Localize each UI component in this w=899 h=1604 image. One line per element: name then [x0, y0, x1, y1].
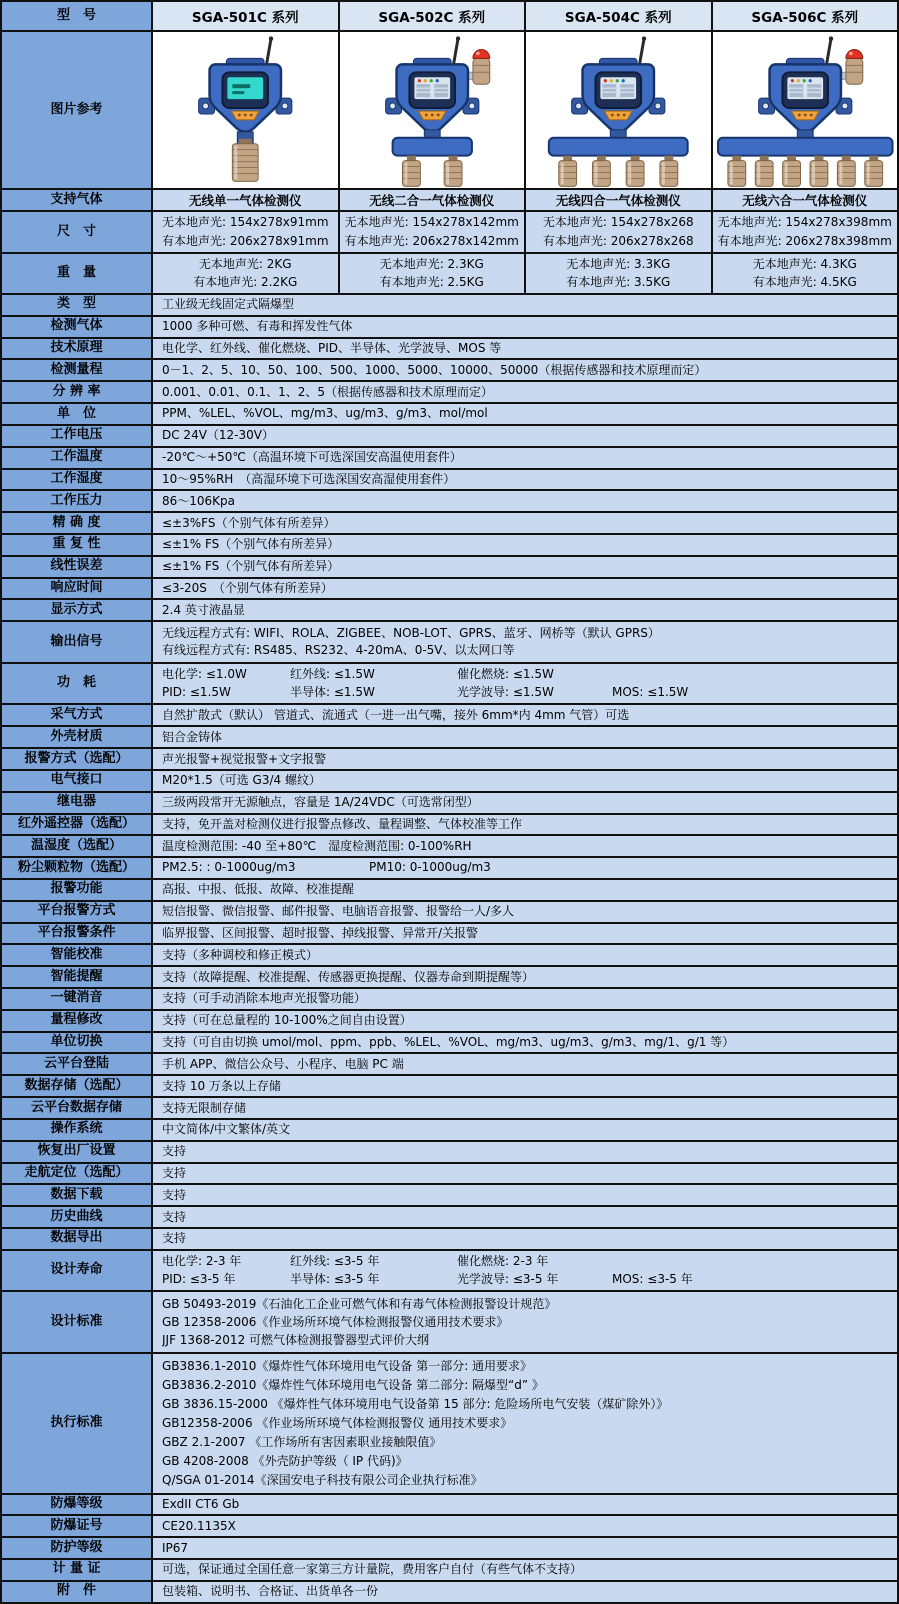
spec-row-label: 单位切换: [2, 1033, 153, 1053]
spec-row-value: [153, 622, 897, 662]
spec-value-line: 0－1、2、5、10、50、100、500、1000、5000、10000、50000（根据传感器和技术原理而定）: [162, 362, 707, 377]
spec-row-value: [153, 535, 897, 555]
gas-type-cell-4: 无线六合一气体检测仪: [711, 190, 898, 210]
spec-row-value: [153, 1538, 897, 1558]
spec-value-line: 手机 APP、微信公众号、小程序、电脑 PC 端: [162, 1056, 404, 1071]
spec-value-segment: MOS: ≤1.5W: [612, 684, 689, 699]
spec-row: [2, 1207, 897, 1229]
spec-value-line: 支持: [162, 1209, 187, 1224]
spec-row: [2, 749, 897, 771]
spec-row: [2, 1098, 897, 1120]
spec-value-line: 1000 多种可燃、有毒和挥发性气体: [162, 319, 353, 334]
wireless-single-gas-detector-illustration: [153, 32, 338, 188]
spec-row: [2, 622, 897, 664]
spec-row-label: 红外遥控器（选配）: [2, 815, 153, 835]
image-row-label: 图片参考: [2, 32, 153, 188]
weight-line: 有本地声光: 4.5KG: [752, 275, 857, 289]
spec-row-value: [153, 579, 897, 599]
spec-row-label: 云平台登陆: [2, 1054, 153, 1074]
spec-row: [2, 664, 897, 706]
spec-value-line: [162, 685, 891, 701]
model-header-row: [2, 2, 897, 32]
spec-value-line: -20℃～+50℃（高温环境下可选深国安高温使用套件）: [162, 450, 462, 465]
spec-value-line: 可选，保证通过全国任意一家第三方计量院，费用客户自付（有些气体不支持）: [162, 1562, 583, 1577]
spec-value-line: Q/SGA 01-2014《深国安电子科技有限公司企业执行标准》: [162, 1472, 483, 1487]
spec-value-line: GB 4208-2008 《外壳防护等级（ IP 代码)》: [162, 1453, 408, 1468]
spec-row-label: 智能校准: [2, 945, 153, 965]
size-line: 有本地声光: 206x278x268: [542, 233, 694, 248]
spec-value-line: ≤3-20S （个别气体有所差异）: [162, 580, 333, 595]
spec-value-segment: 光学波导: ≤1.5W: [457, 684, 554, 699]
spec-row: [2, 1538, 897, 1560]
spec-value-line: 短信报警、微信报警、邮件报警、电脑语音报警、报警给一人/多人: [162, 904, 515, 919]
spec-row-label: 平台报警条件: [2, 924, 153, 944]
spec-row-value: [153, 360, 897, 380]
spec-value-segment: 催化燃烧: ≤1.5W: [457, 666, 554, 681]
spec-value-line: JJF 1368-2012 可燃气体检测报警器型式评价大纲: [162, 1332, 430, 1347]
spec-row-value: [153, 1142, 897, 1162]
spec-row: [2, 360, 897, 382]
spec-row: [2, 705, 897, 727]
size-line: 有本地声光: 206x278x398mm: [717, 233, 892, 248]
spec-row-label: 执行标准: [2, 1354, 153, 1493]
spec-value-segment: 红外线: ≤3-5 年: [290, 1253, 380, 1268]
spec-value-line: 有线远程方式有: RS485、RS232、4-20mA、0-5V、以太网口等: [162, 643, 515, 658]
spec-value-line: IP67: [162, 1540, 189, 1555]
spec-row-label: 防爆证号: [2, 1516, 153, 1536]
spec-row-label: 单 位: [2, 404, 153, 424]
spec-row: [2, 1292, 897, 1353]
spec-row-label: 检测量程: [2, 360, 153, 380]
spec-value-line: 工业级无线固定式隔爆型: [162, 297, 295, 312]
spec-row: [2, 535, 897, 557]
spec-row: [2, 382, 897, 404]
spec-row: [2, 1164, 897, 1186]
spec-row-value: [153, 1164, 897, 1184]
spec-row-label: 数据存储（选配）: [2, 1076, 153, 1096]
spec-value-line: GB 3836.15-2000 《爆炸性气体环境用电气设备第 15 部分: 危险场所电气安装（煤矿除外）》: [162, 1396, 669, 1411]
dimensions-row: [2, 212, 897, 254]
spec-row-label: 防爆等级: [2, 1495, 153, 1515]
spec-row-label: 粉尘颗粒物（选配）: [2, 858, 153, 878]
spec-row-label: 设计寿命: [2, 1251, 153, 1291]
spec-row-label: 恢复出厂设置: [2, 1142, 153, 1162]
spec-row-value: [153, 924, 897, 944]
spec-row-value: [153, 1582, 897, 1602]
spec-row: [2, 491, 897, 513]
spec-value-segment: 电化学: ≤1.0W: [162, 666, 247, 681]
spec-row-value: [153, 557, 897, 577]
weight-line: 无本地声光: 4.3KG: [752, 257, 857, 271]
spec-row-label: 数据下载: [2, 1185, 153, 1205]
spec-row-value: [153, 1292, 897, 1351]
spec-row-value: [153, 1185, 897, 1205]
spec-row-label: 技术原理: [2, 339, 153, 359]
weight-line: 有本地声光: 3.5KG: [566, 275, 671, 289]
spec-value-line: 高报、中报、低报、故障、校准提醒: [162, 882, 355, 897]
spec-value-line: 电化学、红外线、催化燃烧、PID、半导体、光学波导、MOS 等: [162, 341, 502, 356]
spec-row: [2, 513, 897, 535]
spec-row-value: [153, 470, 897, 490]
spec-row-value: [153, 945, 897, 965]
spec-row: [2, 404, 897, 426]
spec-row-label: 防护等级: [2, 1538, 153, 1558]
spec-row-label: 温湿度（选配）: [2, 836, 153, 856]
spec-row-value: [153, 295, 897, 315]
spec-value-segment: PM10: 0-1000ug/m3: [369, 860, 491, 875]
spec-row-value: [153, 793, 897, 813]
spec-row-value: [153, 664, 897, 704]
gas-row-label: 支持气体: [2, 190, 153, 210]
spec-value-line: 支持（多种调校和修正模式）: [162, 947, 319, 962]
spec-row-value: [153, 448, 897, 468]
spec-row-label: 工作压力: [2, 491, 153, 511]
spec-row-value: [153, 339, 897, 359]
spec-row-value: [153, 705, 897, 725]
spec-value-line: ≤±3%FS（个别气体有所差异）: [162, 515, 336, 530]
spec-row-value: [153, 727, 897, 747]
spec-row: [2, 989, 897, 1011]
spec-row: [2, 557, 897, 579]
spec-row-label: 量程修改: [2, 1011, 153, 1031]
spec-row: [2, 1033, 897, 1055]
spec-value-line: [162, 1254, 891, 1270]
spec-row-value: [153, 815, 897, 835]
size-cell-3: [524, 212, 711, 252]
spec-value-segment: 红外线: ≤1.5W: [290, 666, 375, 681]
spec-row: [2, 793, 897, 815]
spec-row-value: [153, 491, 897, 511]
spec-row-label: 计 量 证: [2, 1560, 153, 1580]
spec-row: [2, 815, 897, 837]
spec-value-line: 支持（可自由切换 umol/mol、ppm、ppb、%LEL、%VOL、mg/m3、ug/m3、g/m3、mg/1、g/1 等）: [162, 1035, 735, 1050]
model-name-cells: [153, 2, 897, 30]
spec-row-label: 分 辨 率: [2, 382, 153, 402]
model-name-1: SGA-501C 系列: [153, 2, 338, 30]
image-reference-row: [2, 32, 897, 190]
spec-value-line: [162, 860, 891, 876]
spec-value-line: [162, 667, 891, 683]
spec-row-label: 操作系统: [2, 1120, 153, 1140]
spec-row-label: 工作电压: [2, 426, 153, 446]
spec-row-label: 工作湿度: [2, 470, 153, 490]
spec-row-value: [153, 989, 897, 1009]
spec-row: [2, 339, 897, 361]
spec-row-value: [153, 749, 897, 769]
spec-value-line: 支持: [162, 1144, 187, 1159]
spec-row-label: 电气接口: [2, 771, 153, 791]
spec-row-value: [153, 1495, 897, 1515]
spec-row: [2, 836, 897, 858]
spec-row-value: [153, 1054, 897, 1074]
spec-row-value: [153, 1251, 897, 1291]
size-cell-4: [711, 212, 898, 252]
gas-type-cell-3: 无线四合一气体检测仪: [524, 190, 711, 210]
spec-row-value: [153, 1011, 897, 1031]
spec-row-value: [153, 317, 897, 337]
weight-line: 有本地声光: 2.2KG: [193, 275, 298, 289]
spec-value-segment: 半导体: ≤1.5W: [290, 684, 375, 699]
spec-row-label: 附 件: [2, 1582, 153, 1602]
spec-value-line: 86～106Kpa: [162, 493, 236, 508]
spec-row-value: [153, 902, 897, 922]
spec-row: [2, 470, 897, 492]
spec-row-value: [153, 1207, 897, 1227]
spec-value-line: 支持（故障提醒、校准提醒、传感器更换提醒、仪器寿命到期提醒等）: [162, 969, 535, 984]
spec-row: [2, 1011, 897, 1033]
spec-rows-container: [2, 295, 897, 1602]
spec-row: [2, 858, 897, 880]
spec-value-line: GBZ 2.1-2007 《工作场所有害因素职业接触限值》: [162, 1434, 442, 1449]
weight-line: 无本地声光: 2KG: [198, 257, 292, 271]
spec-value-line: 支持（可手动消除本地声光报警功能）: [162, 991, 367, 1006]
size-line: 无本地声光: 154x278x398mm: [717, 215, 892, 230]
spec-row-value: [153, 771, 897, 791]
supported-gas-row: [2, 190, 897, 212]
spec-row: [2, 880, 897, 902]
spec-row-label: 检测气体: [2, 317, 153, 337]
spec-value-line: ≤±1% FS（个别气体有所差异）: [162, 537, 340, 552]
wireless-6in1-gas-detector-illustration: [711, 32, 898, 188]
spec-row-label: 响应时间: [2, 579, 153, 599]
spec-row: [2, 771, 897, 793]
spec-value-line: DC 24V（12-30V）: [162, 428, 274, 443]
wireless-2in1-gas-detector-illustration: [338, 32, 525, 188]
spec-row-value: [153, 600, 897, 620]
spec-row-label: 设计标准: [2, 1292, 153, 1351]
size-cell-1: [153, 212, 338, 252]
spec-value-line: 支持: [162, 1231, 187, 1246]
product-image-cells: [153, 32, 897, 188]
spec-row: [2, 1229, 897, 1251]
spec-value-line: 无线远程方式有: WIFI、ROLA、ZIGBEE、NOB-LOT、GPRS、蓝牙、网桥等（默认 GPRS）: [162, 625, 660, 640]
spec-value-segment: PM2.5: : 0-1000ug/m3: [162, 860, 296, 875]
model-header-label: 型 号: [2, 2, 153, 30]
spec-row: [2, 967, 897, 989]
spec-row-label: 历史曲线: [2, 1207, 153, 1227]
spec-value-line: 三级两段常开无源触点，容量是 1A/24VDC（可选常闭型）: [162, 795, 479, 810]
spec-row: [2, 1076, 897, 1098]
spec-value-line: PPM、%LEL、%VOL、mg/m3、ug/m3、g/m3、mol/mol: [162, 406, 488, 421]
spec-value-line: 支持无限制存储: [162, 1100, 247, 1115]
spec-row-label: 采气方式: [2, 705, 153, 725]
spec-row: [2, 579, 897, 601]
spec-row: [2, 426, 897, 448]
gas-type-cell-1: 无线单一气体检测仪: [153, 190, 338, 210]
spec-value-line: 支持（可在总量程的 10-100%之间自由设置）: [162, 1013, 412, 1028]
spec-row-label: 平台报警方式: [2, 902, 153, 922]
spec-value-line: 温度检测范围: -40 至+80℃ 湿度检测范围: 0-100%RH: [162, 838, 472, 853]
spec-row: [2, 295, 897, 317]
size-cell-2: [338, 212, 525, 252]
spec-row: [2, 1516, 897, 1538]
weight-line: 无本地声光: 3.3KG: [566, 257, 671, 271]
spec-value-line: 中文简体/中文繁体/英文: [162, 1122, 291, 1137]
spec-row-value: [153, 1516, 897, 1536]
spec-row-label: 报警功能: [2, 880, 153, 900]
size-line: 无本地声光: 154x278x91mm: [161, 215, 329, 230]
spec-value-line: 声光报警+视觉报警+文字报警: [162, 751, 327, 766]
spec-value-line: GB3836.1-2010《爆炸性气体环境用电气设备 第一部分: 通用要求》: [162, 1358, 533, 1373]
spec-row-value: [153, 404, 897, 424]
spec-row-value: [153, 1076, 897, 1096]
wireless-4in1-gas-detector-illustration: [524, 32, 711, 188]
gas-type-cell-2: 无线二合一气体检测仪: [338, 190, 525, 210]
spec-value-line: GB 12358-2006《作业场所环境气体检测报警仪通用技术要求》: [162, 1314, 509, 1329]
spec-row: [2, 1582, 897, 1602]
model-name-4: SGA-506C 系列: [711, 2, 898, 30]
spec-row: [2, 600, 897, 622]
spec-value-line: CE20.1135X: [162, 1518, 236, 1533]
spec-value-line: 包装箱、说明书、合格证、出货单各一份: [162, 1584, 379, 1599]
spec-row-value: [153, 1033, 897, 1053]
spec-value-segment: 半导体: ≤3-5 年: [290, 1271, 380, 1286]
spec-value-line: 支持: [162, 1187, 187, 1202]
weight-row: [2, 254, 897, 295]
spec-row-label: 云平台数据存储: [2, 1098, 153, 1118]
spec-value-line: GB12358-2006 《作业场所环境气体检测报警仪 通用技术要求》: [162, 1415, 513, 1430]
spec-row-label: 输出信号: [2, 622, 153, 662]
spec-row-label: 一键消音: [2, 989, 153, 1009]
spec-row-value: [153, 858, 897, 878]
spec-row-value: [153, 513, 897, 533]
gas-type-cells: [153, 190, 897, 210]
spec-row-value: [153, 1560, 897, 1580]
spec-value-line: 铝合金铸体: [162, 729, 223, 744]
spec-value-segment: 电化学: 2-3 年: [162, 1253, 242, 1268]
spec-row: [2, 1560, 897, 1582]
weight-line: 无本地声光: 2.3KG: [379, 257, 484, 271]
spec-row: [2, 448, 897, 470]
spec-row-label: 类 型: [2, 295, 153, 315]
spec-row: [2, 727, 897, 749]
spec-row: [2, 317, 897, 339]
spec-row-value: [153, 1354, 897, 1493]
spec-row: [2, 1054, 897, 1076]
spec-row-value: [153, 382, 897, 402]
spec-row: [2, 1251, 897, 1293]
spec-row-label: 智能提醒: [2, 967, 153, 987]
spec-row: [2, 902, 897, 924]
spec-value-line: ExdII CT6 Gb: [162, 1497, 240, 1512]
model-name-2: SGA-502C 系列: [338, 2, 525, 30]
spec-value-segment: MOS: ≤3-5 年: [612, 1271, 693, 1286]
spec-row-label: 重 复 性: [2, 535, 153, 555]
spec-row: [2, 1142, 897, 1164]
spec-value-segment: 光学波导: ≤3-5 年: [457, 1271, 559, 1286]
size-line: 有本地声光: 206x278x91mm: [161, 233, 329, 248]
spec-value-line: [162, 1272, 891, 1288]
spec-value-line: 0.001、0.01、0.1、1、2、5（根据传感器和技术原理而定）: [162, 384, 494, 399]
spec-value-line: 10～95%RH （高湿环境下可选深国安高湿使用套件）: [162, 471, 456, 486]
spec-row-value: [153, 1229, 897, 1249]
size-line: 无本地声光: 154x278x268: [542, 215, 694, 230]
spec-row-value: [153, 967, 897, 987]
spec-value-line: 支持，免开盖对检测仪进行报警点修改、量程调整、气体校准等工作: [162, 816, 523, 831]
weight-cells: [153, 254, 897, 293]
spec-row-value: [153, 836, 897, 856]
weight-row-label: 重 量: [2, 254, 153, 293]
spec-value-line: 支持 10 万条以上存储: [162, 1078, 281, 1093]
spec-row-value: [153, 880, 897, 900]
size-line: 有本地声光: 206x278x142mm: [344, 233, 519, 248]
spec-row-label: 功 耗: [2, 664, 153, 704]
spec-row-value: [153, 426, 897, 446]
spec-row-label: 精 确 度: [2, 513, 153, 533]
spec-row: [2, 945, 897, 967]
spec-value-segment: PID: ≤3-5 年: [162, 1271, 236, 1286]
size-row-label: 尺 寸: [2, 212, 153, 252]
weight-cell-3: [524, 254, 711, 293]
spec-row: [2, 1185, 897, 1207]
spec-row-value: [153, 1120, 897, 1140]
spec-value-segment: 催化燃烧: 2-3 年: [457, 1253, 549, 1268]
spec-row: [2, 1120, 897, 1142]
spec-row-label: 工作温度: [2, 448, 153, 468]
spec-value-line: GB 50493-2019《石油化工企业可燃气体和有毒气体检测报警设计规范》: [162, 1296, 557, 1311]
weight-cell-2: [338, 254, 525, 293]
spec-row: [2, 924, 897, 946]
spec-row-label: 走航定位（选配）: [2, 1164, 153, 1184]
weight-cell-4: [711, 254, 898, 293]
spec-value-line: GB3836.2-2010《爆炸性气体环境用电气设备 第二部分: 隔爆型“d” 》: [162, 1377, 544, 1392]
weight-cell-1: [153, 254, 338, 293]
size-cells: [153, 212, 897, 252]
spec-row: [2, 1354, 897, 1495]
spec-value-segment: PID: ≤1.5W: [162, 684, 231, 699]
spec-value-line: M20*1.5（可选 G3/4 螺纹）: [162, 773, 321, 788]
size-line: 无本地声光: 154x278x142mm: [344, 215, 519, 230]
spec-value-line: ≤±1% FS（个别气体有所差异）: [162, 559, 340, 574]
model-name-3: SGA-504C 系列: [524, 2, 711, 30]
spec-row-label: 线性误差: [2, 557, 153, 577]
spec-value-line: 2.4 英寸液晶显: [162, 602, 245, 617]
spec-row-label: 继电器: [2, 793, 153, 813]
spec-row-label: 外壳材质: [2, 727, 153, 747]
spec-value-line: 临界报警、区间报警、超时报警、掉线报警、异常开/关报警: [162, 926, 479, 940]
spec-row: [2, 1495, 897, 1517]
spec-row-label: 数据导出: [2, 1229, 153, 1249]
spec-value-line: 支持: [162, 1165, 187, 1180]
weight-line: 有本地声光: 2.5KG: [379, 275, 484, 289]
spec-value-line: 自然扩散式（默认） 管道式、流通式（一进一出气嘴，接外 6mm*内 4mm 气管）可选: [162, 707, 630, 722]
spec-row-value: [153, 1098, 897, 1118]
spec-row-label: 报警方式（选配）: [2, 749, 153, 769]
spec-row-label: 显示方式: [2, 600, 153, 620]
